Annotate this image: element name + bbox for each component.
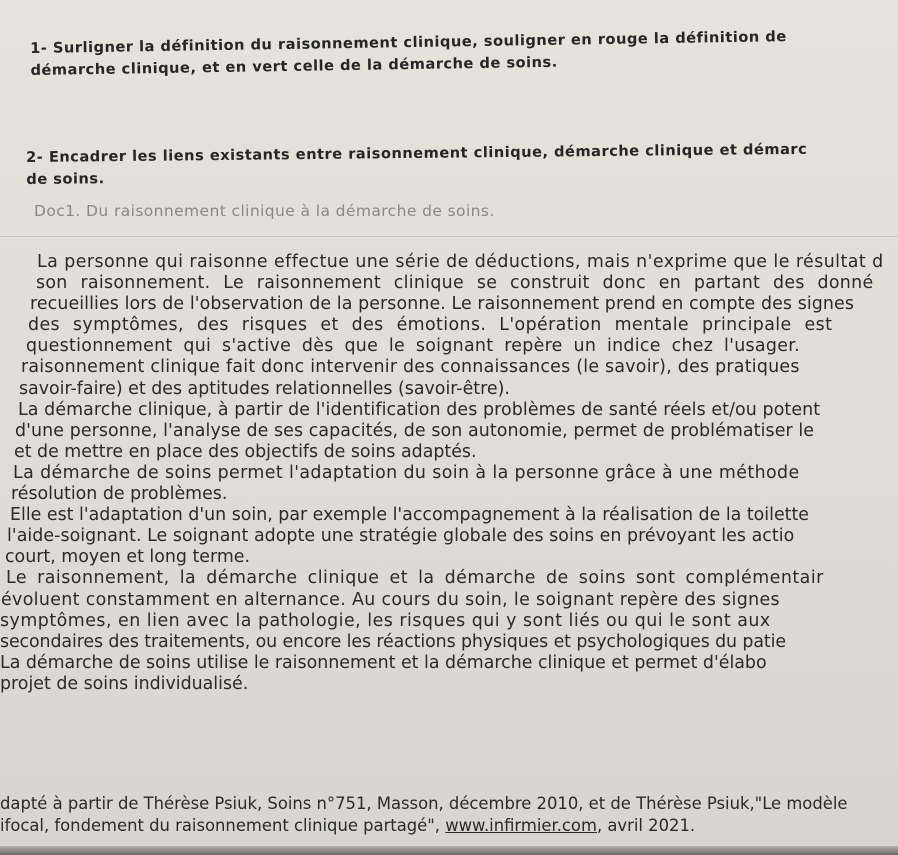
body-line: recueillies lors de l'observation de la personne. Le raisonnement prend en compte des signes — [30, 294, 855, 315]
body-line: évoluent constamment en alternance. Au cours du soin, le soignant repère des signes — [1, 589, 780, 610]
body-line: savoir-faire) et des aptitudes relationnelles (savoir-être). — [19, 378, 510, 399]
divider — [0, 236, 898, 237]
source-line-2 — [0, 815, 898, 837]
instruction-2-line-2: de soins. — [26, 170, 105, 188]
body-line: symptômes, en lien avec la pathologie, les risques qui y sont liés ou qui le sont aux — [0, 610, 771, 631]
instruction-2 — [26, 139, 808, 191]
body-line: La personne qui raisonne effectue une série de déductions, mais n'exprime que le résultat d — [37, 252, 884, 272]
source-link[interactable]: www.infirmier.com — [445, 816, 597, 835]
body-line: La démarche clinique, à partir de l'identification des problèmes de santé réels et/ou potent — [18, 399, 821, 420]
body-line: d'une personne, l'analyse de ses capacités, de son autonomie, permet de problématiser le — [15, 420, 815, 441]
body-line: court, moyen et long terme. — [5, 547, 251, 568]
instruction-1 — [30, 26, 787, 82]
body-line: projet de soins individualisé. — [0, 673, 249, 694]
body-line: Le raisonnement, la démarche clinique et la démarche de soins sont complémentair — [6, 568, 824, 589]
instruction-2-line-1: 2- Encadrer les liens existants entre raisonnement clinique, démarche clinique et démarc — [26, 140, 808, 166]
body-line: La démarche de soins utilise le raisonnement et la démarche clinique et permet d'élabo — [0, 652, 767, 673]
body-line: questionnement qui s'active dès que le soignant repère un indice chez l'usager. — [26, 336, 800, 357]
source-line-2-text: ifocal, fondement du raisonnement clinique partagé", — [0, 816, 446, 835]
instruction-1-line-2: démarche clinique, et en vert celle de la démarche de soins. — [30, 53, 558, 79]
body-line: des symptômes, des risques et des émotions. L'opération mentale principale est — [28, 315, 833, 336]
body-line: Elle est l'adaptation d'un soin, par exemple l'accompagnement à la réalisation de la toilette — [10, 505, 809, 526]
source-line-1: dapté à partir de Thérèse Psiuk, Soins n°751, Masson, décembre 2010, et de Thérèse Psiuk,"Le modèle — [0, 794, 848, 813]
body-line: son raisonnement. Le raisonnement clinique se construit donc en partant des donné — [36, 273, 874, 294]
body-line: l'aide-soignant. Le soignant adopte une stratégie globale des soins en prévoyant les actio — [7, 526, 795, 547]
source-line-2-end: , avril 2021. — [596, 816, 696, 835]
document-body — [0, 252, 898, 695]
document-title: Doc1. Du raisonnement clinique à la démarche de soins. — [34, 202, 495, 220]
body-line: raisonnement clinique fait donc intervenir des connaissances (le savoir), des pratiques — [21, 357, 800, 378]
body-line: et de mettre en place des objectifs de soins adaptés. — [14, 441, 477, 462]
body-line: secondaires des traitements, ou encore les réactions physiques et psychologiques du patie — [0, 631, 786, 652]
body-line: La démarche de soins permet l'adaptation du soin à la personne grâce à une méthode — [13, 462, 800, 483]
page-bottom-edge — [0, 846, 898, 855]
source-citation — [0, 793, 898, 837]
instruction-1-line-1: 1- Surligner la définition du raisonnement clinique, souligner en rouge la définition de — [30, 28, 787, 57]
body-line: résolution de problèmes. — [11, 484, 228, 505]
